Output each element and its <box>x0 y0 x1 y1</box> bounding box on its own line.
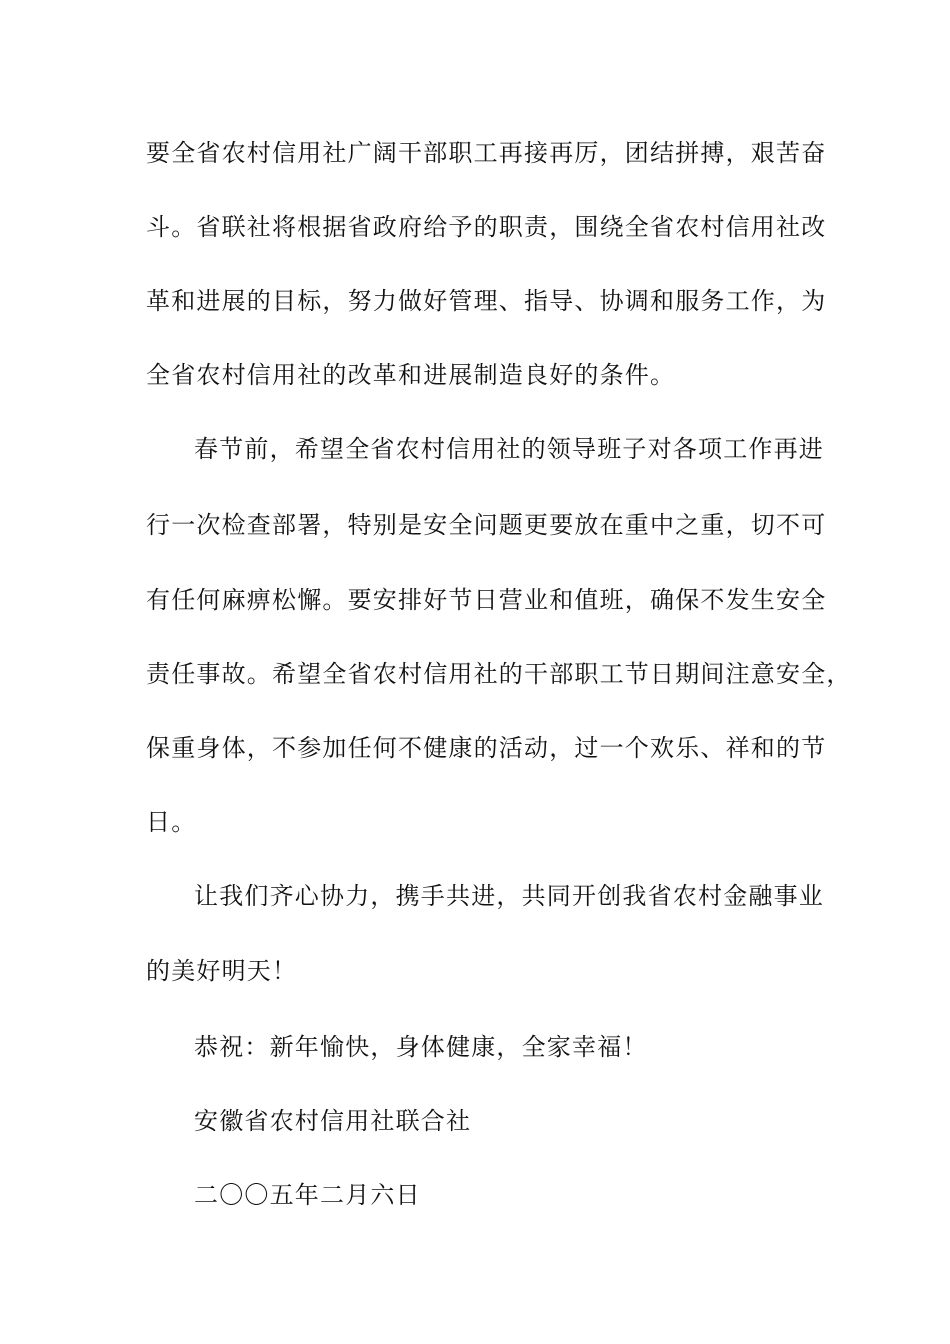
paragraph-3-line-2: 的美好明天！ <box>146 957 298 985</box>
paragraph-2-line-4: 责任事故。希望全省农村信用社的干部职工节日期间注意安全， <box>146 660 852 688</box>
signature-date: 二〇〇五年二月六日 <box>194 1181 421 1209</box>
paragraph-2-line-3: 有任何麻痹松懈。要安排好节日营业和值班，确保不发生安全 <box>146 586 827 614</box>
paragraph-1-line-4: 全省农村信用社的改革和进展制造良好的条件。 <box>146 361 676 389</box>
paragraph-2-line-1: 春节前，希望全省农村信用社的领导班子对各项工作再进 <box>194 435 824 463</box>
paragraph-2-line-6: 日。 <box>146 808 197 836</box>
paragraph-1-line-2: 斗。省联社将根据省政府给予的职责，围绕全省农村信用社改 <box>146 213 827 241</box>
paragraph-1-line-1: 要全省农村信用社广阔干部职工再接再厉，团结拼搏，艰苦奋 <box>146 139 827 167</box>
signature-organization: 安徽省农村信用社联合社 <box>194 1107 472 1135</box>
greeting-line: 恭祝：新年愉快，身体健康，全家幸福！ <box>194 1033 648 1061</box>
paragraph-1-line-3: 革和进展的目标，努力做好管理、指导、协调和服务工作，为 <box>146 287 827 315</box>
paragraph-2-line-2: 行一次检查部署，特别是安全问题更要放在重中之重，切不可 <box>146 511 827 539</box>
paragraph-2-line-5: 保重身体，不参加任何不健康的活动，过一个欢乐、祥和的节 <box>146 734 827 762</box>
paragraph-3-line-1: 让我们齐心协力，携手共进，共同开创我省农村金融事业 <box>194 882 824 910</box>
